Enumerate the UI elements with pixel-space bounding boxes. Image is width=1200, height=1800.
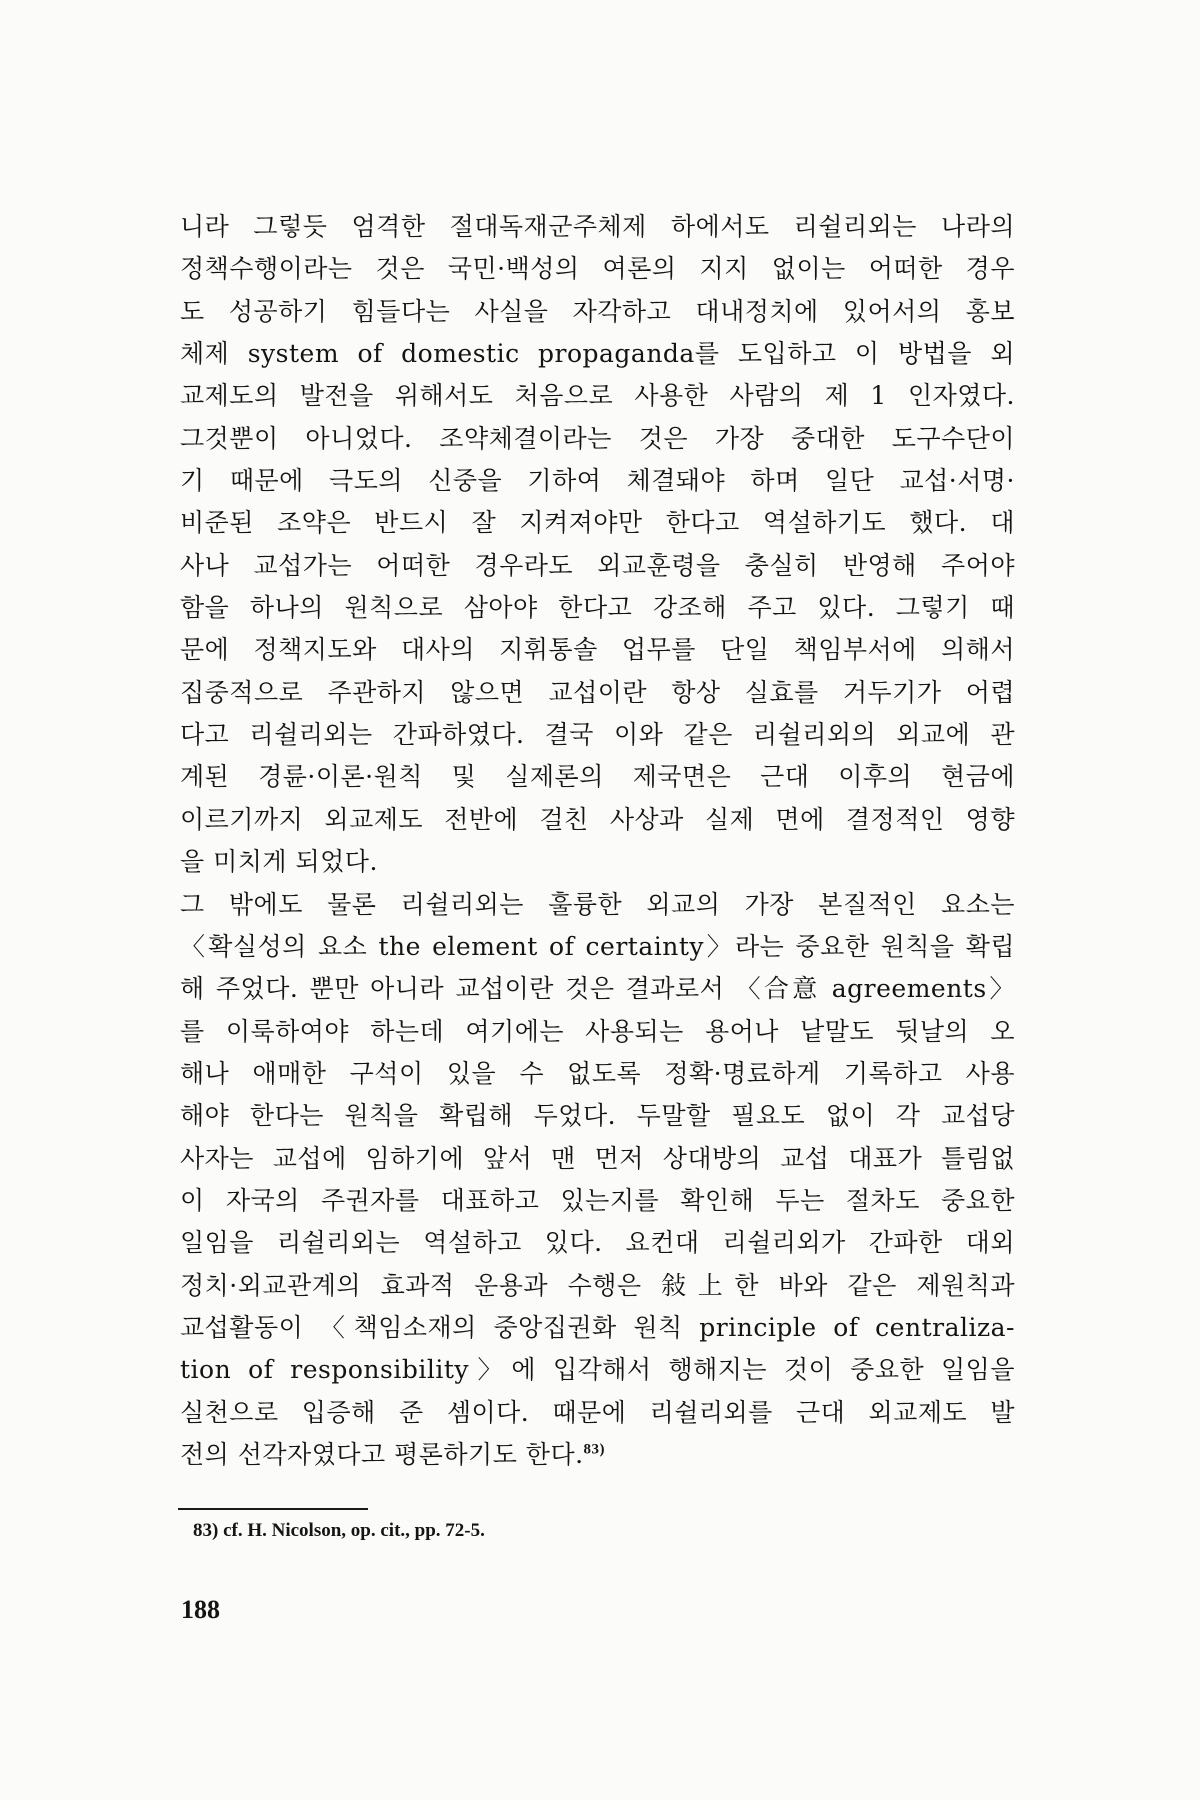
text-line: 해나 애매한 구석이 있을 수 없도록 정확·명료하게 기록하고 사용 — [180, 1058, 1015, 1088]
text-line: 이르기까지 외교제도 전반에 걸친 사상과 실제 면에 결정적인 영향 — [180, 804, 1015, 834]
text-line: 일임을 리쉴리외는 역설하고 있다. 요컨대 리쉴리외가 간파한 대외 — [180, 1228, 1015, 1258]
text-line: 사나 교섭가는 어떠한 경우라도 외교훈령을 충실히 반영해 주어야 — [180, 550, 1015, 580]
last-text-line — [180, 1434, 1015, 1476]
footnote-marker[interactable]: 83) — [583, 1441, 606, 1458]
text-line: 정책수행이라는 것은 국민·백성의 여론의 지지 없이는 어떠한 경우 — [180, 254, 1015, 284]
text-line: 기 때문에 극도의 신중을 기하여 체결돼야 하며 일단 교섭·서명· — [180, 466, 1015, 496]
text-line: 계된 경륜·이론·원칙 및 실제론의 제국면은 근대 이후의 현금에 — [180, 762, 1015, 792]
page-number: 188 — [181, 1595, 220, 1624]
text-line: tion of responsibility〉에 입각해서 행해지는 것이 중요한 일임을 — [180, 1355, 1015, 1385]
text-line: 도 성공하기 힘들다는 사실을 자각하고 대내정치에 있어서의 홍보 — [180, 296, 1015, 326]
text-line: 다고 리쉴리외는 간파하였다. 결국 이와 같은 리쉴리외의 외교에 관 — [180, 720, 1015, 750]
text-line: 이 자국의 주권자를 대표하고 있는지를 확인해 두는 절차도 중요한 — [180, 1185, 1015, 1215]
text-line: 해야 한다는 원칙을 확립해 두었다. 두말할 필요도 없이 각 교섭당 — [180, 1101, 1015, 1131]
text-line: 를 이룩하여야 하는데 여기에는 사용되는 용어나 낱말도 뒷날의 오 — [180, 1016, 1015, 1046]
text-line: 교제도의 발전을 위해서도 처음으로 사용한 사람의 제 1 인자였다. — [180, 381, 1015, 411]
text-line: 그 밖에도 물론 리쉴리외는 훌륭한 외교의 가장 본질적인 요소는 — [180, 889, 1015, 919]
text-line: 을 미치게 되었다. — [180, 847, 378, 877]
text-line: 함을 하나의 원칙으로 삼아야 한다고 강조해 주고 있다. 그렇기 때 — [180, 593, 1015, 623]
body-text — [180, 206, 1015, 1476]
text-line: 문에 정책지도와 대사의 지휘통솔 업무를 단일 책임부서에 의해서 — [180, 635, 1015, 665]
text-line: 그것뿐이 아니었다. 조약체결이라는 것은 가장 중대한 도구수단이 — [180, 423, 1015, 453]
text-line: 사자는 교섭에 임하기에 앞서 맨 먼저 상대방의 교섭 대표가 틀림없 — [180, 1143, 1015, 1173]
text-line: 〈확실성의 요소 the element of certainty〉라는 중요한 원칙을 확립 — [180, 931, 1015, 961]
text-line: 체제 system of domestic propaganda를 도입하고 이 방법을 외 — [180, 339, 1015, 369]
footnote-divider — [178, 1508, 368, 1510]
text-line-content: 전의 선각자였다고 평론하기도 한다. — [180, 1439, 584, 1469]
footnote: 83) cf. H. Nicolson, op. cit., pp. 72-5. — [193, 1520, 485, 1541]
text-line: 교섭활동이 〈책임소재의 중앙집권화 원칙 principle of centraliza- — [180, 1312, 1015, 1342]
text-line: 니라 그렇듯 엄격한 절대독재군주체제 하에서도 리쉴리외는 나라의 — [180, 212, 1015, 241]
text-line: 비준된 조약은 반드시 잘 지켜져야만 한다고 역설하기도 했다. 대 — [180, 508, 1015, 538]
text-line: 실천으로 입증해 준 셈이다. 때문에 리쉴리외를 근대 외교제도 발 — [180, 1397, 1015, 1427]
text-line: 정치·외교관계의 효과적 운용과 수행은 敍上한 바와 같은 제원칙과 — [180, 1270, 1015, 1300]
text-line: 해 주었다. 뿐만 아니라 교섭이란 것은 결과로서 〈合意 agreements〉 — [180, 974, 1015, 1004]
text-line: 집중적으로 주관하지 않으면 교섭이란 항상 실효를 거두기가 어렵 — [180, 677, 1015, 707]
